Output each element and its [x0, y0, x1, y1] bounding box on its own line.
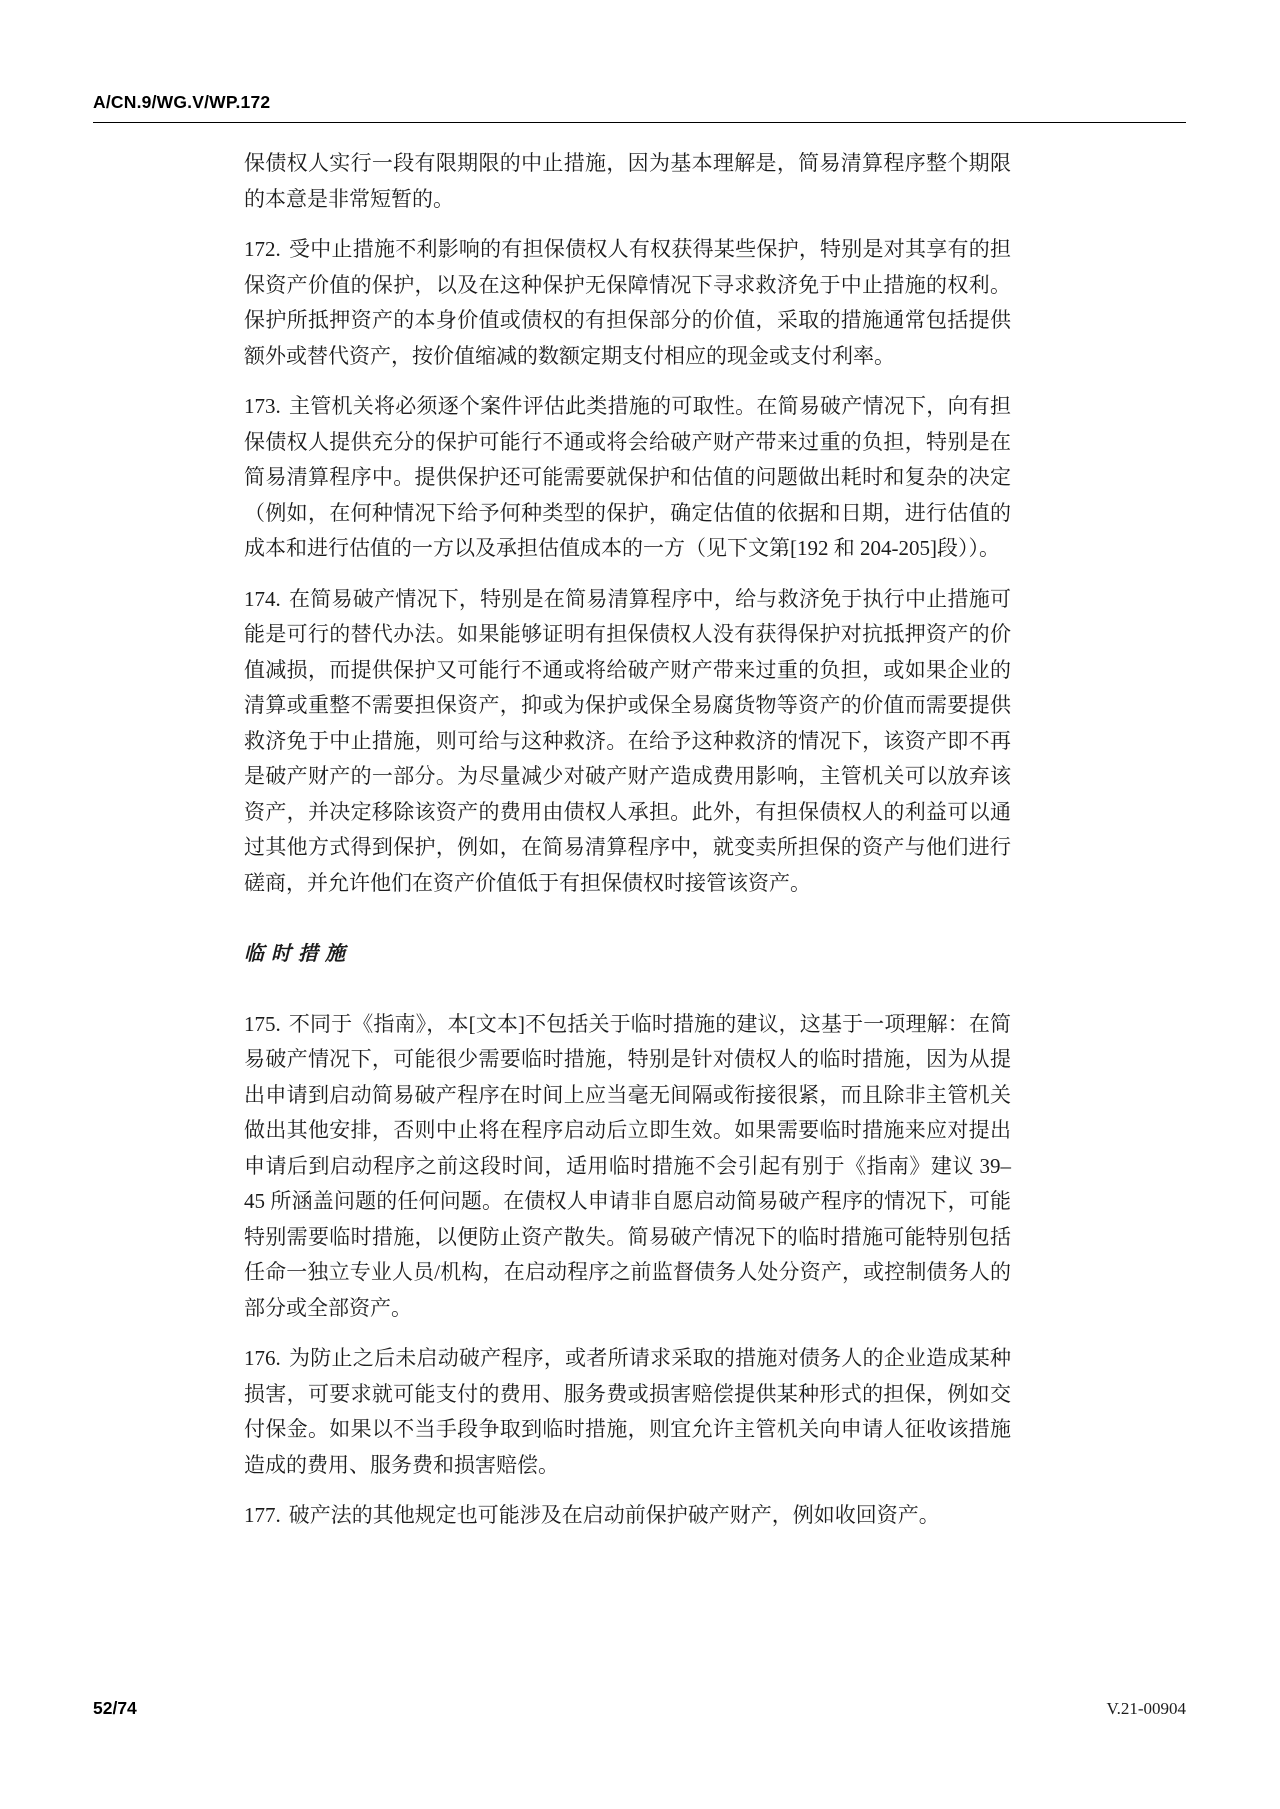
paragraph-text: 受中止措施不利影响的有担保债权人有权获得某些保护，特别是对其享有的担保资产价值的保护，以及在这种保护无保障情况下寻求救济免于中止措施的权利。保护所抵押资产的本身价值或债权的有担保部分的价值，采取的措施通常包括提供额外或替代资产，按价值缩减的数额定期支付相应的现金或支付利率。	[244, 237, 1011, 368]
paragraph-number: 177.	[244, 1503, 281, 1527]
continuation-paragraph	[244, 146, 1011, 217]
paragraph-text: 为防止之后未启动破产程序，或者所请求采取的措施对债务人的企业造成某种损害，可要求就可能支付的费用、服务费或损害赔偿提供某种形式的担保，例如交付保金。如果以不当手段争取到临时措施，则宜允许主管机关向申请人征收该措施造成的费用、服务费和损害赔偿。	[244, 1346, 1011, 1477]
paragraph-number: 175.	[244, 1011, 281, 1036]
paragraph-number: 176.	[244, 1346, 281, 1370]
paragraph-text: 主管机关将必须逐个案件评估此类措施的可取性。在简易破产情况下，向有担保债权人提供充分的保护可能行不通或将会给破产财产带来过重的负担，特别是在简易清算程序中。提供保护还可能需要就保护和估值的问题做出耗时和复杂的决定（例如，在何种情况下给予何种类型的保护，确定估值的依据和日期，进行估值的成本和进行估值的一方以及承担估值成本的一方（见下文第[192 和 204-205]段））。	[244, 394, 1011, 560]
numbered-paragraph	[244, 389, 1011, 567]
document-body	[244, 146, 1011, 1534]
numbered-paragraph	[244, 1341, 1011, 1483]
paragraph-text: 破产法的其他规定也可能涉及在启动前保护破产财产，例如收回资产。	[288, 1503, 940, 1527]
paragraph-text: 在简易破产情况下，特别是在简易清算程序中，给与救济免于执行中止措施可能是可行的替代办法。如果能够证明有担保债权人没有获得保护对抗抵押资产的价值减损，而提供保护又可能行不通或将给破产财产带来过重的负担，或如果企业的清算或重整不需要担保资产，抑或为保护或保全易腐货物等资产的价值而需要提供救济免于中止措施，则可给与这种救济。在给予这种救济的情况下，该资产即不再是破产财产的一部分。为尽量减少对破产财产造成费用影响，主管机关可以放弃该资产，并决定移除该资产的费用由债权人承担。此外，有担保债权人的利益可以通过其他方式得到保护，例如，在简易清算程序中，就变卖所担保的资产与他们进行磋商，并允许他们在资产价值低于有担保债权时接管该资产。	[244, 586, 1011, 895]
paragraph-text: 保债权人实行一段有限期限的中止措施，因为基本理解是，简易清算程序整个期限的本意是非常短暂的。	[244, 151, 1011, 211]
paragraph-number: 173.	[244, 394, 281, 418]
paragraph-text: 不同于《指南》，本[文本]不包括关于临时措施的建议，这基于一项理解：在简易破产情况下，可能很少需要临时措施，特别是针对债权人的临时措施，因为从提出申请到启动简易破产程序在时间上应当毫无间隔或衔接很紧，而且除非主管机关做出其他安排，否则中止将在程序启动后立即生效。如果需要临时措施来应对提出申请后到启动程序之前这段时间，适用临时措施不会引起有别于《指南》建议 39–45 所涵盖问题的任何问题。在债权人申请非自愿启动简易破产程序的情况下，可能特别需要临时措施，以便防止资产散失。简易破产情况下的临时措施可能特别包括任命一独立专业人员/机构，在启动程序之前监督债务人处分资产，或控制债务人的部分或全部资产。	[244, 1011, 1011, 1320]
page-number: 52/74	[93, 1698, 137, 1718]
document-code: V.21-00904	[1106, 1699, 1186, 1718]
paragraph-number: 174.	[244, 586, 281, 611]
numbered-paragraph	[244, 1498, 1011, 1534]
section-heading: 临时措施	[244, 943, 352, 965]
numbered-paragraph	[244, 582, 1011, 902]
document-footer	[93, 1698, 1186, 1719]
numbered-paragraph	[244, 1007, 1011, 1327]
numbered-paragraph	[244, 232, 1011, 374]
paragraph-number: 172.	[244, 237, 281, 261]
document-symbol-header: A/CN.9/WG.V/WP.172	[93, 92, 1186, 123]
